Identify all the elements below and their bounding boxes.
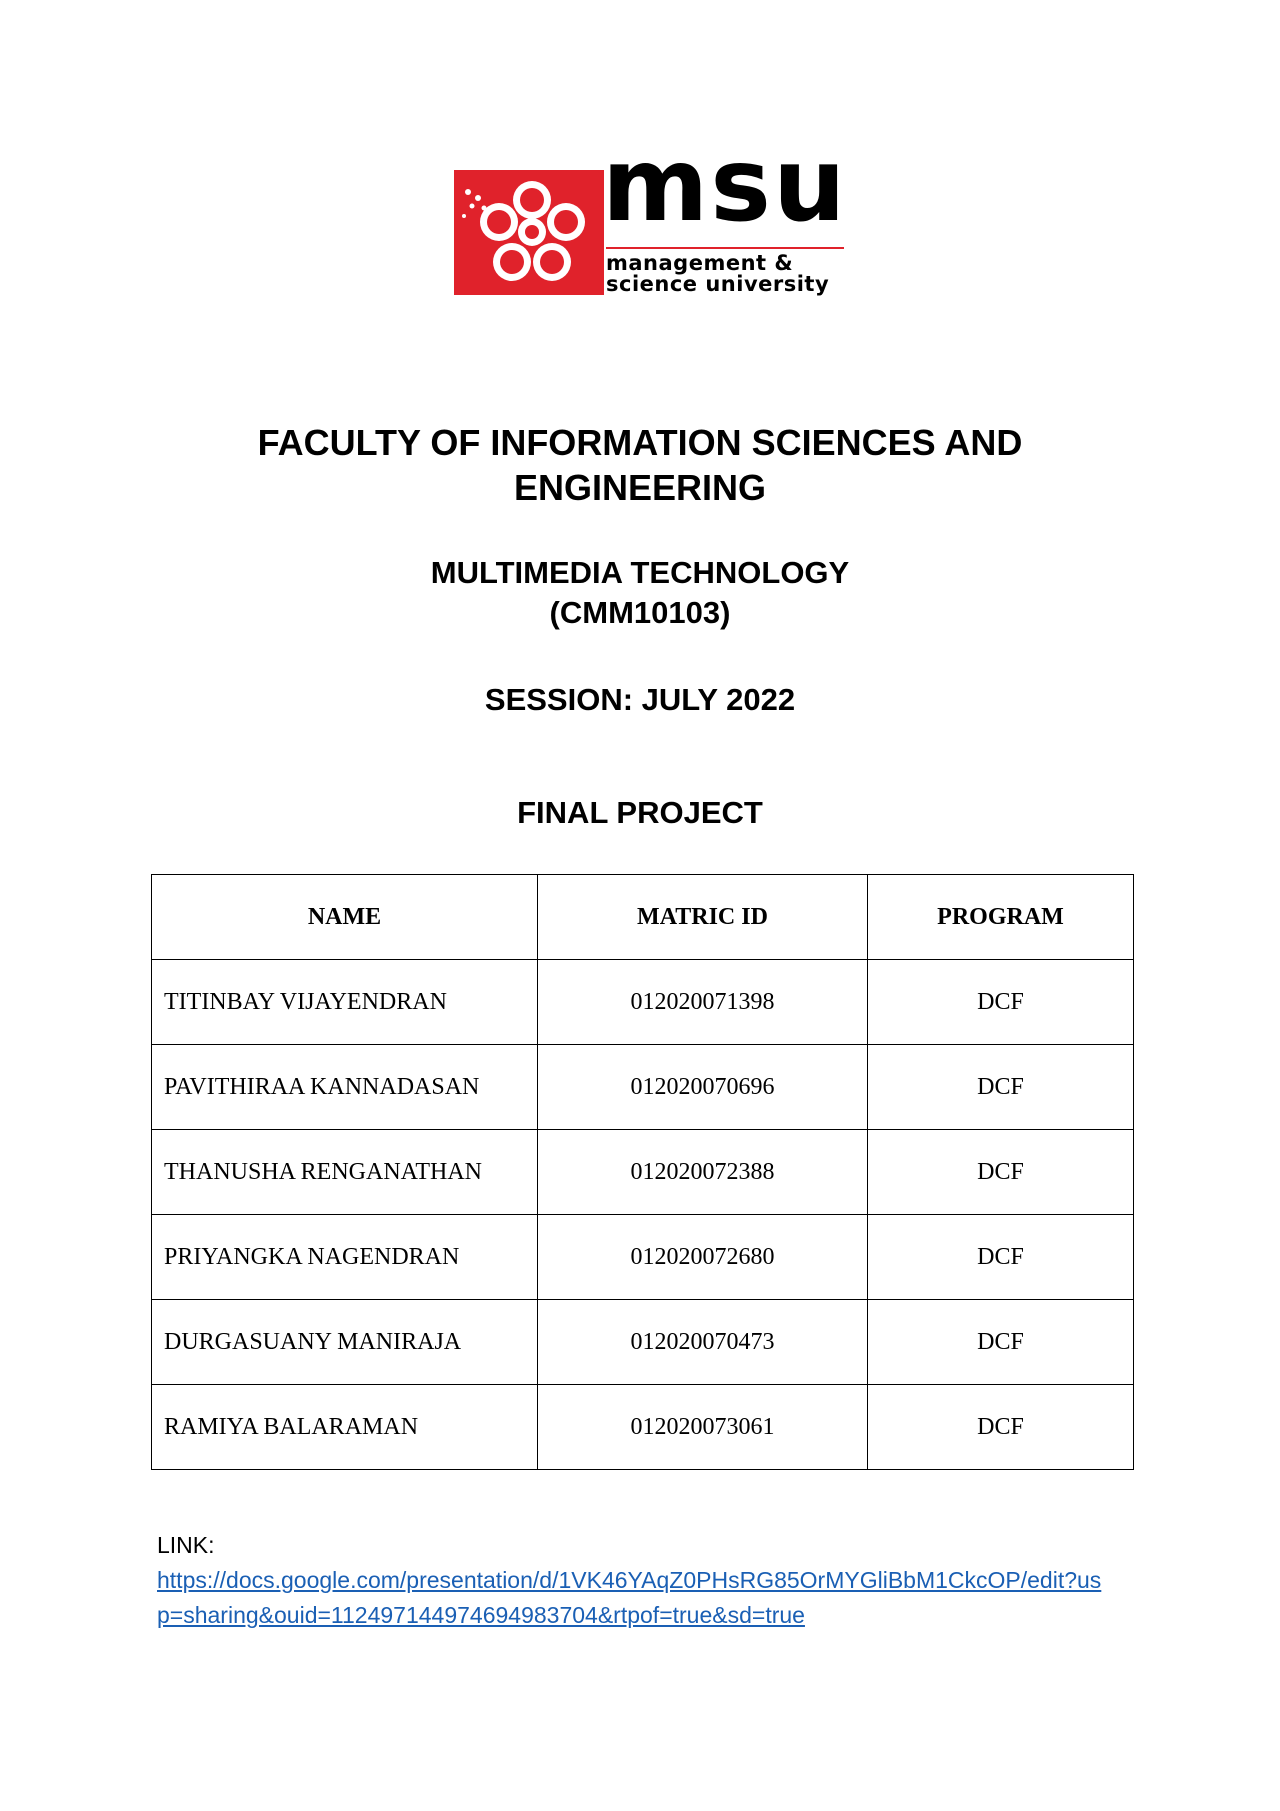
cell-program: DCF — [868, 1300, 1134, 1385]
logo-subtitle — [606, 253, 829, 295]
cell-name: RAMIYA BALARAMAN — [152, 1385, 538, 1470]
link-url-line2[interactable]: p=sharing&ouid=112497144974694983704&rtpof=true&sd=true — [157, 1602, 805, 1628]
members-table — [151, 874, 1134, 1470]
table-row — [152, 1300, 1134, 1385]
logo-divider — [606, 247, 844, 249]
table-row — [152, 1130, 1134, 1215]
hibiscus-logo-icon — [454, 170, 604, 295]
cell-matric-id: 012020072388 — [538, 1130, 868, 1215]
table-row — [152, 1215, 1134, 1300]
link-block — [157, 1528, 1137, 1633]
table-row — [152, 1045, 1134, 1130]
cell-name: TITINBAY VIJAYENDRAN — [152, 960, 538, 1045]
faculty-heading — [0, 420, 1280, 510]
msu-logo — [454, 126, 848, 300]
cell-matric-id: 012020073061 — [538, 1385, 868, 1470]
logo-subtitle-line2: science university — [606, 272, 830, 296]
faculty-heading-line1: FACULTY OF INFORMATION SCIENCES AND — [257, 422, 1023, 463]
cell-program: DCF — [868, 960, 1134, 1045]
cell-name: THANUSHA RENGANATHAN — [152, 1130, 538, 1215]
logo-wordmark: msu — [602, 126, 848, 245]
cell-name: PRIYANGKA NAGENDRAN — [152, 1215, 538, 1300]
course-heading-line2: (CMM10103) — [549, 595, 731, 630]
presentation-link[interactable] — [157, 1567, 1101, 1628]
cell-matric-id: 012020071398 — [538, 960, 868, 1045]
cell-matric-id: 012020070473 — [538, 1300, 868, 1385]
cell-matric-id: 012020072680 — [538, 1215, 868, 1300]
header-name: NAME — [152, 875, 538, 960]
table-row — [152, 1385, 1134, 1470]
cell-program: DCF — [868, 1045, 1134, 1130]
cell-name: DURGASUANY MANIRAJA — [152, 1300, 538, 1385]
cell-program: DCF — [868, 1385, 1134, 1470]
cell-program: DCF — [868, 1215, 1134, 1300]
logo-subtitle-line1: management & — [606, 251, 794, 275]
header-matric-id: MATRIC ID — [538, 875, 868, 960]
link-url-line1[interactable]: https://docs.google.com/presentation/d/1VK46YAqZ0PHsRG85OrMYGliBbM1CkcOP/edit?us — [157, 1567, 1102, 1593]
cell-name: PAVITHIRAA KANNADASAN — [152, 1045, 538, 1130]
link-label: LINK: — [157, 1532, 215, 1558]
course-heading-line1: MULTIMEDIA TECHNOLOGY — [430, 555, 850, 590]
cell-matric-id: 012020070696 — [538, 1045, 868, 1130]
course-heading — [0, 553, 1280, 633]
table-header-row — [152, 875, 1134, 960]
final-project-heading: FINAL PROJECT — [517, 795, 763, 830]
table-row — [152, 960, 1134, 1045]
cell-program: DCF — [868, 1130, 1134, 1215]
header-program: PROGRAM — [868, 875, 1134, 960]
faculty-heading-line2: ENGINEERING — [513, 467, 767, 508]
session-heading: SESSION: JULY 2022 — [484, 682, 796, 717]
